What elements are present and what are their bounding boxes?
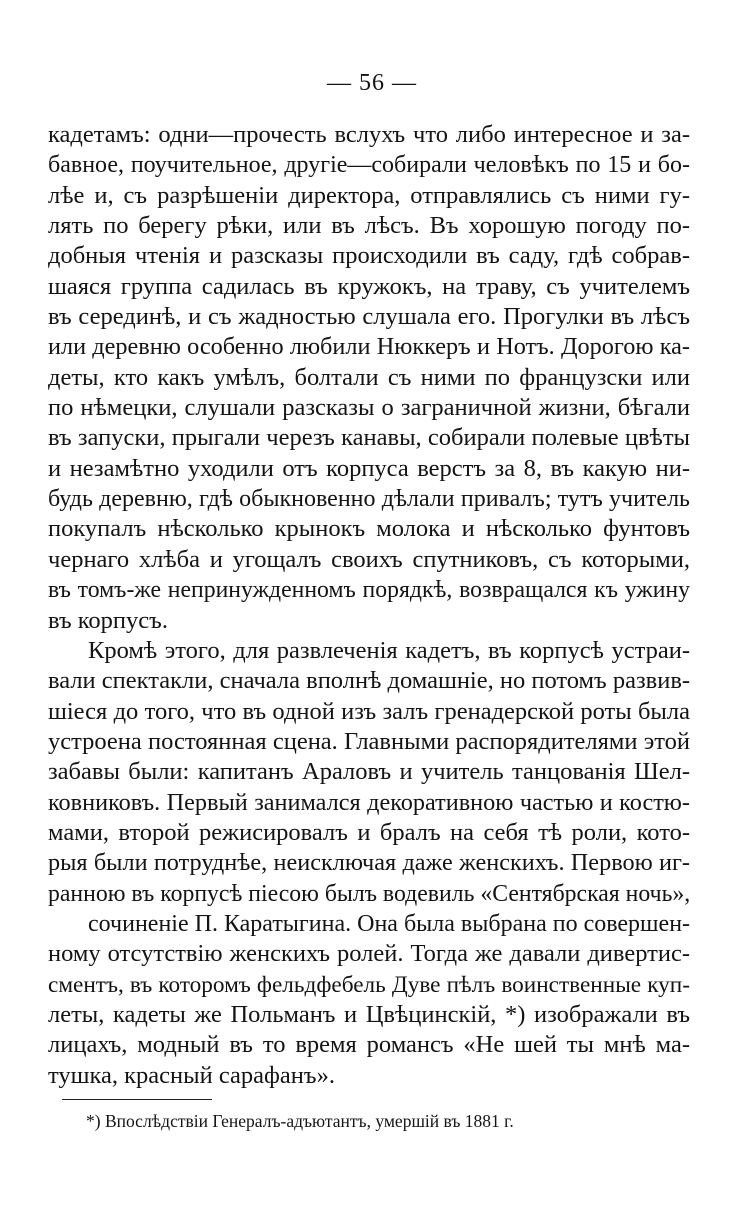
text-line: сментъ, въ которомъ фельдфебель Дуве пѣлъ воинственные куп- — [48, 971, 690, 998]
text-line: лѣе и, съ разрѣшеніи директора, отправлялись съ ними гу- — [48, 181, 690, 209]
text-line: рыя были потруднѣе, неисключая даже женскихъ. Первою иг- — [48, 849, 690, 877]
body-text — [48, 120, 690, 1091]
text-line: и незамѣтно уходили отъ корпуса верстъ за 8, въ какую ни- — [48, 454, 690, 482]
text-line: въ томъ-же непринужденномъ порядкѣ, возвращался къ ужину — [48, 577, 690, 604]
text-line: устроена постоянная сцена. Главными распорядителями этой — [48, 727, 690, 755]
paragraph-2 — [48, 636, 690, 1091]
text-line: мами, второй режисировалъ и бралъ на себя тѣ роли, кото- — [48, 818, 690, 846]
text-line: ранною въ корпусѣ піесою былъ водевиль «Сентябрская ночь», — [48, 880, 691, 907]
text-line: или деревню особенно любили Нюккеръ и Нотъ. Дорогою ка- — [48, 333, 690, 361]
text-line: шіеся до того, что въ одной изъ залъ гренадерской роты была — [48, 697, 690, 725]
text-line: добныя чтенія и разсказы происходили въ саду, гдѣ собрав- — [48, 242, 690, 270]
text-line: шаяся группа садилась въ кружокъ, на траву, съ учителемъ — [48, 272, 690, 300]
text-line: вали спектакли, сначала вполнѣ домашніе, но потомъ развив- — [48, 667, 691, 695]
text-line: въ запуски, прыгали черезъ канавы, собирали полевые цвѣты — [48, 424, 690, 452]
text-line: лять по берегу рѣки, или въ лѣсъ. Въ хорошую погоду по- — [48, 212, 690, 240]
text-line: чернаго хлѣба и угощалъ своихъ спутниковъ, съ которыми, — [48, 545, 690, 573]
page-number: — 56 — — [327, 70, 417, 96]
paragraph-1 — [48, 120, 690, 636]
text-line: тушка, красный сарафанъ». — [48, 1061, 335, 1089]
text-line: въ корпусъ. — [48, 606, 168, 634]
text-line: будь деревню, гдѣ обыкновенно дѣлали привалъ; тутъ учитель — [48, 486, 690, 513]
text-line: забавы были: капитанъ Араловъ и учитель танцованія Шел- — [48, 758, 690, 786]
text-line: бавное, поучительное, другіе—собирали человѣкъ по 15 и бо- — [48, 152, 690, 179]
footnote: *) Впослѣдствіи Генералъ-адъютантъ, умершій въ 1881 г. — [86, 1111, 514, 1131]
text-line: деты, кто какъ умѣлъ, болтали съ ними по французски или — [48, 363, 690, 391]
text-line: сочиненіе П. Каратыгина. Она была выбрана по совершен- — [88, 910, 691, 937]
text-line: ковниковъ. Первый занимался декоративною частью и костю- — [48, 788, 690, 816]
text-line: въ серединѣ, и съ жадностью слушала его. Прогулки въ лѣсъ — [48, 303, 690, 331]
text-line: ному отсутствію женскихъ ролей. Тогда же давали дивертис- — [48, 940, 690, 968]
text-line: кадетамъ: одни—прочесть вслухъ что либо интересное и за- — [48, 121, 690, 148]
text-line: лицахъ, модный въ то время романсъ «Не шей ты мнѣ ма- — [48, 1031, 690, 1059]
text-line: леты, кадеты же Польманъ и Цвѣцинскій, *) изображали въ — [48, 1000, 690, 1028]
footnote-divider — [62, 1099, 212, 1100]
text-line: по нѣмецки, слушали разсказы о заграничной жизни, бѣгали — [48, 394, 690, 422]
text-line: покупалъ нѣсколько крынокъ молока и нѣсколько фунтовъ — [48, 515, 690, 543]
text-line: Кромѣ этого, для развлеченія кадетъ, въ корпусѣ устраи- — [88, 636, 690, 664]
